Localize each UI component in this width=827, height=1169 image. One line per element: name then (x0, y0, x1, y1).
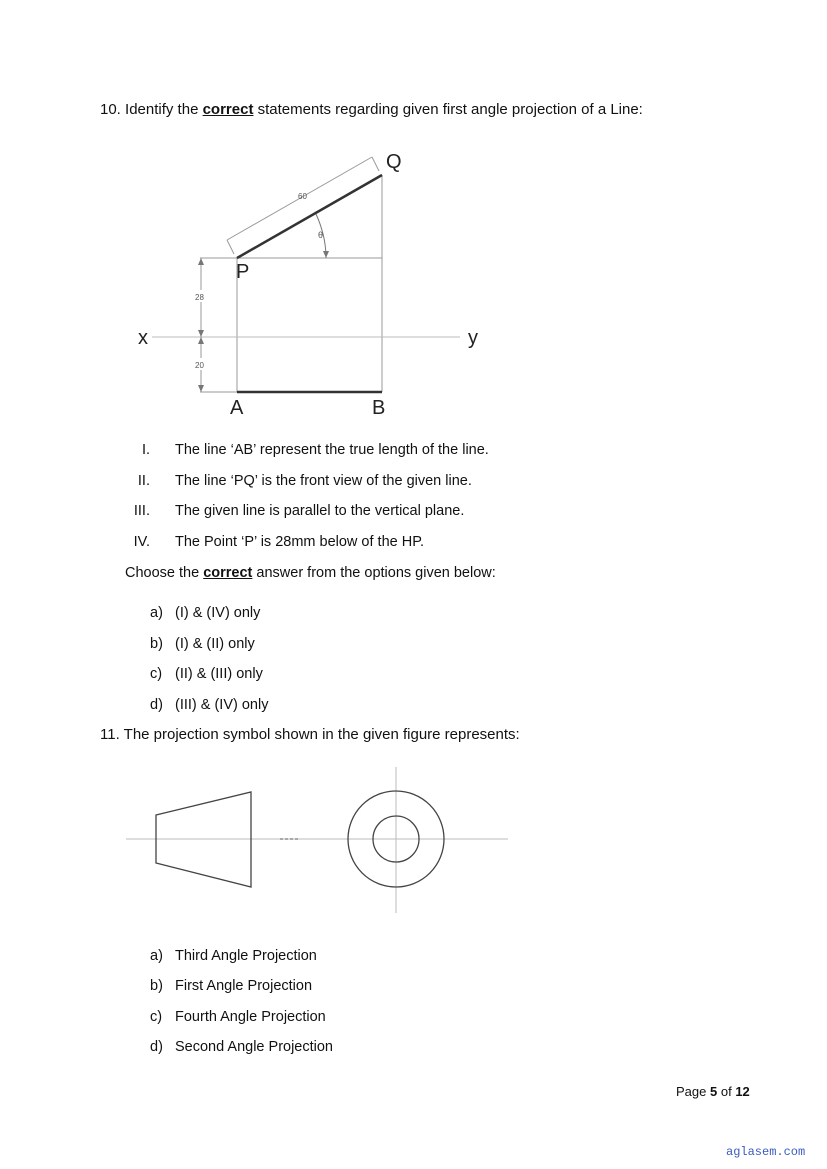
angle-arrow (323, 251, 329, 258)
label-q: Q (386, 151, 402, 173)
page-word: Page (676, 1084, 707, 1099)
option-label: d) (150, 1039, 163, 1055)
line-projection-figure (130, 140, 510, 425)
option-label: a) (150, 605, 163, 621)
emphasis-correct: correct (202, 101, 254, 118)
option-text: (II) & (III) only (175, 666, 263, 682)
option-text: Second Angle Projection (175, 1039, 333, 1055)
dim-arrow-top (198, 258, 204, 265)
length-extension-p (227, 240, 234, 254)
question-prefix: Identify the (125, 101, 199, 118)
dim-arrow-bottom (198, 385, 204, 392)
label-y: y (468, 327, 478, 349)
dim-above-label: 28 (195, 293, 204, 302)
statement-numeral: IV. (133, 534, 150, 550)
statement-numeral: I. (141, 442, 150, 458)
statement-numeral: III. (133, 503, 150, 519)
question-number: 11. (100, 726, 120, 743)
emphasis-correct: correct (203, 565, 253, 581)
option-text: (I) & (II) only (175, 636, 255, 652)
option-label: a) (150, 948, 163, 964)
label-x: x (138, 327, 148, 349)
page-current: 5 (710, 1084, 718, 1099)
option-text: (III) & (IV) only (175, 697, 269, 713)
label-p: P (236, 261, 250, 283)
label-b: B (372, 397, 386, 419)
choose-instruction (125, 564, 496, 582)
watermark[interactable]: aglasem.com (726, 1145, 806, 1159)
dim-below-label: 20 (195, 361, 204, 370)
statement-text: The given line is parallel to the vertical plane. (175, 503, 465, 519)
option-text: Fourth Angle Projection (175, 1009, 326, 1025)
question-10-heading (100, 101, 643, 119)
option-text: (I) & (IV) only (175, 605, 261, 621)
option-label: b) (150, 636, 163, 652)
question-text: The projection symbol shown in the given figure represents: (123, 726, 520, 743)
option-label: b) (150, 978, 163, 994)
question-number: 10. (100, 101, 121, 118)
angle-label: θ (318, 230, 324, 240)
statement-text: The line ‘PQ’ is the front view of the given line. (175, 473, 472, 489)
length-dimension-label: 60 (298, 192, 307, 201)
dim-arrow-mid-down (198, 337, 204, 344)
projection-symbol-figure (120, 765, 515, 917)
question-suffix: statements regarding given first angle projection of a Line: (257, 101, 643, 118)
page-total: 12 (735, 1084, 750, 1099)
of-word: of (720, 1084, 732, 1099)
option-label: d) (150, 697, 163, 713)
page-number (676, 1083, 750, 1101)
option-text: First Angle Projection (175, 978, 313, 994)
length-extension-q (372, 157, 379, 171)
line-pq (237, 175, 382, 258)
label-a: A (230, 397, 244, 419)
dim-arrow-mid-up (198, 330, 204, 337)
statement-text: The Point ‘P’ is 28mm below of the HP. (175, 534, 425, 550)
option-text: Third Angle Projection (175, 948, 317, 964)
statement-text: The line ‘AB’ represent the true length of the line. (175, 442, 489, 458)
choose-suffix: answer from the options given below: (256, 565, 496, 581)
option-label: c) (150, 1009, 163, 1025)
statement-numeral: II. (137, 473, 150, 489)
option-label: c) (150, 666, 163, 682)
question-11-heading (100, 726, 520, 744)
choose-prefix: Choose the (125, 565, 200, 581)
